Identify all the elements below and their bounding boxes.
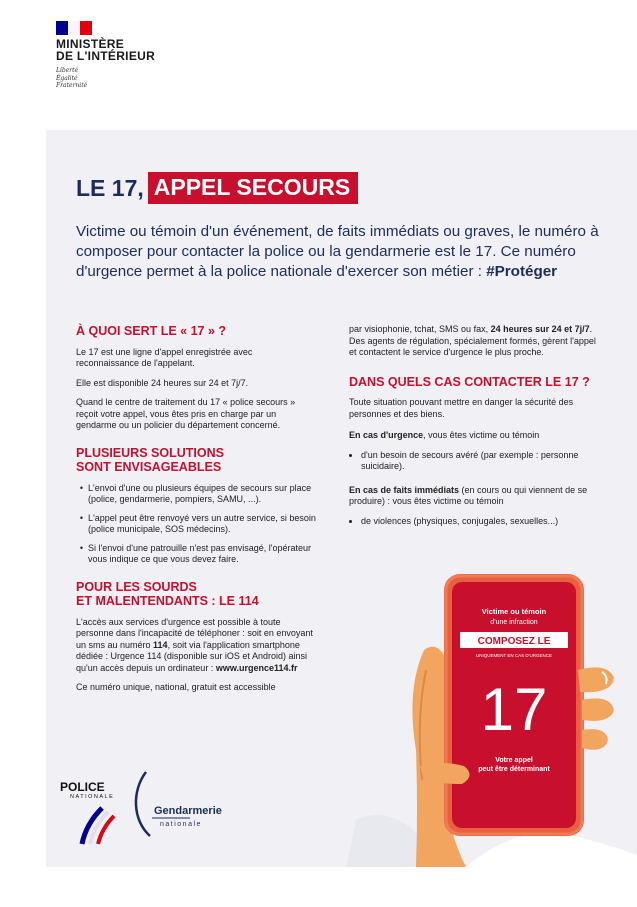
phone-infraction: d'une infraction — [490, 619, 538, 626]
police-logo-text: POLICE — [60, 780, 105, 794]
faits-rest: (en cours ou qui viennent de se produire) : vous êtes victime ou témoin — [349, 484, 588, 506]
ministry-line1: MINISTÈRE — [56, 37, 125, 51]
urgence-bold: En cas d'urgence — [349, 430, 424, 440]
ministry-line2: DE L'INTÉRIEUR — [56, 49, 156, 63]
section3-p2: Ce numéro unique, national, gratuit est accessible — [76, 682, 276, 692]
list-item: • L'appel peut être renvoyé vers un autre service, si besoin (police municipale, SOS médecins). — [88, 513, 316, 536]
republic-flag-logo — [56, 21, 92, 35]
phone-number-17: 17 — [480, 676, 548, 743]
intro-paragraph — [76, 222, 611, 282]
phone-uniquement: UNIQUEMENT EN CAS D'URGENCE — [475, 653, 553, 658]
sms-number: 114 — [153, 639, 168, 650]
section3-p1-text-a: L'accès aux services d'urgence est possible à toute personne dans l'incapacité de téléphoner : soit en envoyant un sms au numéro — [76, 616, 313, 650]
section3-cont-bold: 24 heures sur 24 et 7j/7 — [490, 324, 590, 334]
section3-cont-text-a: par visiophonie, tchat, SMS ou fax, — [349, 324, 491, 334]
page-title — [76, 172, 358, 204]
intro-hashtag: #Protéger — [486, 263, 558, 280]
section2-heading-line1: PLUSIEURS SOLUTIONS — [76, 445, 224, 460]
phone-bottom2: peut être déterminant — [478, 766, 550, 773]
urgence-rest: , vous êtes victime ou témoin — [423, 430, 540, 440]
section3-p1-text-b: , soit via l'application smartphone dédiée : Urgence 114 (disponible sur iOS et Android) ainsi qu'un accès depuis un ordinateur : — [76, 639, 307, 673]
urgence-list — [349, 450, 604, 473]
section3-continued — [349, 324, 604, 359]
gendarmerie-text: Gendarmerie — [154, 805, 222, 817]
hand-holding-phone-illustration — [346, 570, 637, 867]
section3-cont-text-b: . Des agents de régulation, spécialement formés, gèrent l'appel et contactent le service d'urgence le plus proche. — [349, 324, 596, 357]
left-column — [76, 324, 316, 702]
motto-egalite: Égalité — [56, 74, 78, 82]
section3-heading-line1: POUR LES SOURDS — [76, 579, 197, 594]
section3-p1 — [76, 617, 316, 675]
section4-heading: DANS QUELS CAS CONTACTER LE 17 ? — [349, 374, 590, 389]
list-item: • de violences (physiques, conjugales, sexuelles...) — [361, 516, 604, 528]
faits-bold: En cas de faits immédiats — [349, 484, 460, 495]
police-logo-subtext: NATIONALE — [70, 794, 115, 800]
partner-logos — [60, 770, 260, 860]
section4-p1: Toute situation pouvant mettre en danger la sécurité des personnes et des biens. — [349, 397, 574, 419]
title-prefix: LE 17, — [76, 174, 144, 201]
section3-heading-line2: ET MALENTENDANTS : LE 114 — [76, 594, 259, 608]
intro-text: Victime ou témoin d'un événement, de faits immédiats ou graves, le numéro à composer pour contacter la police ou la gendarmerie est le 17. Ce numéro d'urgence permet à la police nationale d'exercer son métier : — [76, 223, 599, 280]
list-item: • d'un besoin de secours avéré (par exemple : personne suicidaire). — [361, 450, 604, 473]
section1-heading: À QUOI SERT LE « 17 » ? — [76, 324, 227, 338]
svg-text:Victime ou témoin — [482, 607, 547, 616]
section2-heading-line2: SONT ENVISAGEABLES — [76, 460, 222, 474]
section1-p1: Le 17 est une ligne d'appel enregistrée avec reconnaissance de l'appelant. — [76, 346, 253, 368]
list-item: • Si l'envoi d'une patrouille n'est pas envisagé, l'opérateur vous indique ce que vous devez faire. — [88, 543, 316, 566]
gendarmerie-logo — [128, 770, 268, 840]
phone-ou: ou — [508, 607, 522, 616]
motto-fraternite: Fraternité — [56, 82, 88, 89]
section3-heading — [76, 580, 316, 609]
section1-p2: Elle est disponible 24 heures sur 24 et 7j/7. — [76, 377, 249, 388]
section1-p3: Quand le centre de traitement du 17 « police secours » reçoit votre appel, vous êtes pris en charge par un gendarme ou un policier du département concerné. — [76, 397, 296, 430]
right-column — [349, 324, 604, 539]
gendarmerie-subtext: nationale — [160, 821, 202, 828]
content-panel — [46, 130, 637, 867]
urgence114-link[interactable]: www.urgence114.fr — [215, 662, 298, 673]
title-highlight: APPEL SECOURS — [148, 172, 358, 204]
police-flag-swoosh-icon — [78, 804, 118, 848]
section2-heading — [76, 446, 316, 475]
urgence-line — [349, 430, 604, 442]
faits-list — [349, 516, 604, 528]
ministry-name — [56, 38, 155, 62]
phone-victime: Victime — [481, 607, 509, 616]
faits-line — [349, 485, 604, 508]
phone-bottom1: Votre appel — [495, 757, 533, 764]
motto-liberte: Liberté — [56, 67, 79, 74]
list-item: • L'envoi d'une ou plusieurs équipes de secours sur place (police, gendarmerie, pompiers, SAMU, ...). — [88, 483, 316, 506]
republic-motto — [56, 67, 87, 90]
solutions-list — [76, 483, 316, 566]
phone-temoin: témoin — [521, 607, 547, 616]
phone-compose: COMPOSEZ LE — [477, 636, 551, 647]
